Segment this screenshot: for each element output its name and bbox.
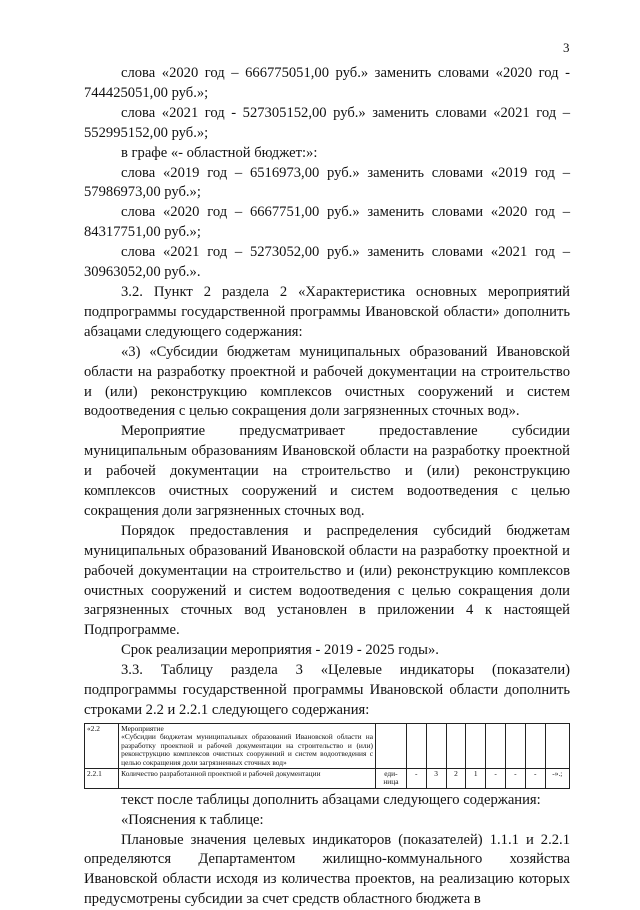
table-cell-value: 1 — [466, 768, 486, 788]
table-cell-title: Мероприятие — [121, 723, 164, 733]
table-cell-num: «2.2 — [85, 723, 119, 768]
table-cell-empty — [486, 723, 506, 768]
table-cell-empty — [426, 723, 446, 768]
paragraph: в графе «- областной бюджет:»: — [121, 144, 318, 161]
paragraph: «3) «Субсидии бюджетам муниципальных образований Ивановской области на разработку проектной и рабочей документации на строительство и (или) реконструкцию комплексов очистных сооружений и систем водоотведения с целью сокращения доли загрязненных сточных вод». — [84, 343, 570, 420]
table-cell-value: - — [525, 768, 545, 788]
paragraph: слова «2020 год – 6667751,00 руб.» заменить словами «2020 год – 84317751,00 руб.»; — [84, 204, 570, 241]
paragraph: слова «2020 год – 666775051,00 руб.» заменить словами «2020 год - 744425051,00 руб.»; — [84, 65, 570, 101]
table-cell-value: 3 — [426, 768, 446, 788]
table-cell-empty — [466, 723, 486, 768]
table-cell-value: -».; — [545, 768, 569, 788]
indicators-table — [84, 723, 570, 789]
table-cell-empty — [525, 723, 545, 768]
table-cell-description: «Субсидии бюджетам муниципальных образований Ивановской области на разработку проектной и рабочей документации на строительство и (или) реконструкцию комплексов очистных сооружений и систем водоотведения с целью сокращения доли загрязненных сточных вод» — [121, 732, 373, 767]
table-cell-empty — [406, 723, 426, 768]
table-cell-empty — [505, 723, 525, 768]
paragraph: текст после таблицы дополнить абзацами следующего содержания: — [121, 791, 541, 808]
table-cell-empty — [446, 723, 466, 768]
table-cell-value: - — [486, 768, 506, 788]
paragraph: Порядок предоставления и распределения субсидий бюджетам муниципальных образований Ивановской области на разработку проектной и рабочей документации на строительство и (или) реконструкцию комплексов очистных сооружений и систем водоотведения с целью сокращения доли загрязненных сточных вод установлен в приложении 4 к настоящей Подпрограмме. — [84, 522, 570, 639]
table-cell-text — [119, 723, 376, 768]
paragraph: Срок реализации мероприятия - 2019 - 2025 годы». — [121, 642, 439, 659]
paragraph: Плановые значения целевых индикаторов (показателей) 1.1.1 и 2.2.1 определяются Департаментом жилищно-коммунального хозяйства Ивановской области исходя из количества проектов, на реализацию которых предусмотрены субсидии за счет средств областного бюджета в — [84, 831, 570, 908]
table-cell-empty — [375, 723, 406, 768]
paragraph: Мероприятие предусматривает предоставление субсидии муниципальным образованиям Ивановской области на разработку проектной и рабочей документации на строительство и (или) реконструкцию комплексов очистных сооружений и систем водоотведения с целью сокращения доли загрязненных сточных вод. — [84, 423, 570, 519]
table-cell-unit: еди-ница — [375, 768, 406, 788]
paragraph: слова «2019 год – 6516973,00 руб.» заменить словами «2019 год – 57986973,00 руб.»; — [84, 164, 570, 201]
paragraph: слова «2021 год - 527305152,00 руб.» заменить словами «2021 год – 552995152,00 руб.»; — [84, 104, 570, 141]
table-row — [85, 723, 570, 768]
paragraph: «Пояснения к таблице: — [121, 811, 264, 828]
table-cell-value: - — [505, 768, 525, 788]
table-cell-num: 2.2.1 — [85, 768, 119, 788]
paragraph: слова «2021 год – 5273052,00 руб.» заменить словами «2021 год – 30963052,00 руб.». — [84, 244, 570, 281]
table-row — [85, 768, 570, 788]
paragraph: 3.3. Таблицу раздела 3 «Целевые индикаторы (показатели) подпрограммы государственной программы Ивановской области дополнить строками 2.2 и 2.2.1 следующего содержания: — [84, 662, 570, 718]
document-body — [84, 64, 570, 910]
table-cell-text: Количество разработанной проектной и рабочей документации — [119, 768, 376, 788]
table-cell-empty — [545, 723, 569, 768]
table-cell-value: - — [406, 768, 426, 788]
indicators-table-wrapper — [84, 723, 570, 789]
paragraph: 3.2. Пункт 2 раздела 2 «Характеристика основных мероприятий подпрограммы государственной программы Ивановской области» дополнить абзацами следующего содержания: — [84, 283, 570, 340]
table-cell-value: 2 — [446, 768, 466, 788]
page-number: 3 — [563, 40, 570, 55]
